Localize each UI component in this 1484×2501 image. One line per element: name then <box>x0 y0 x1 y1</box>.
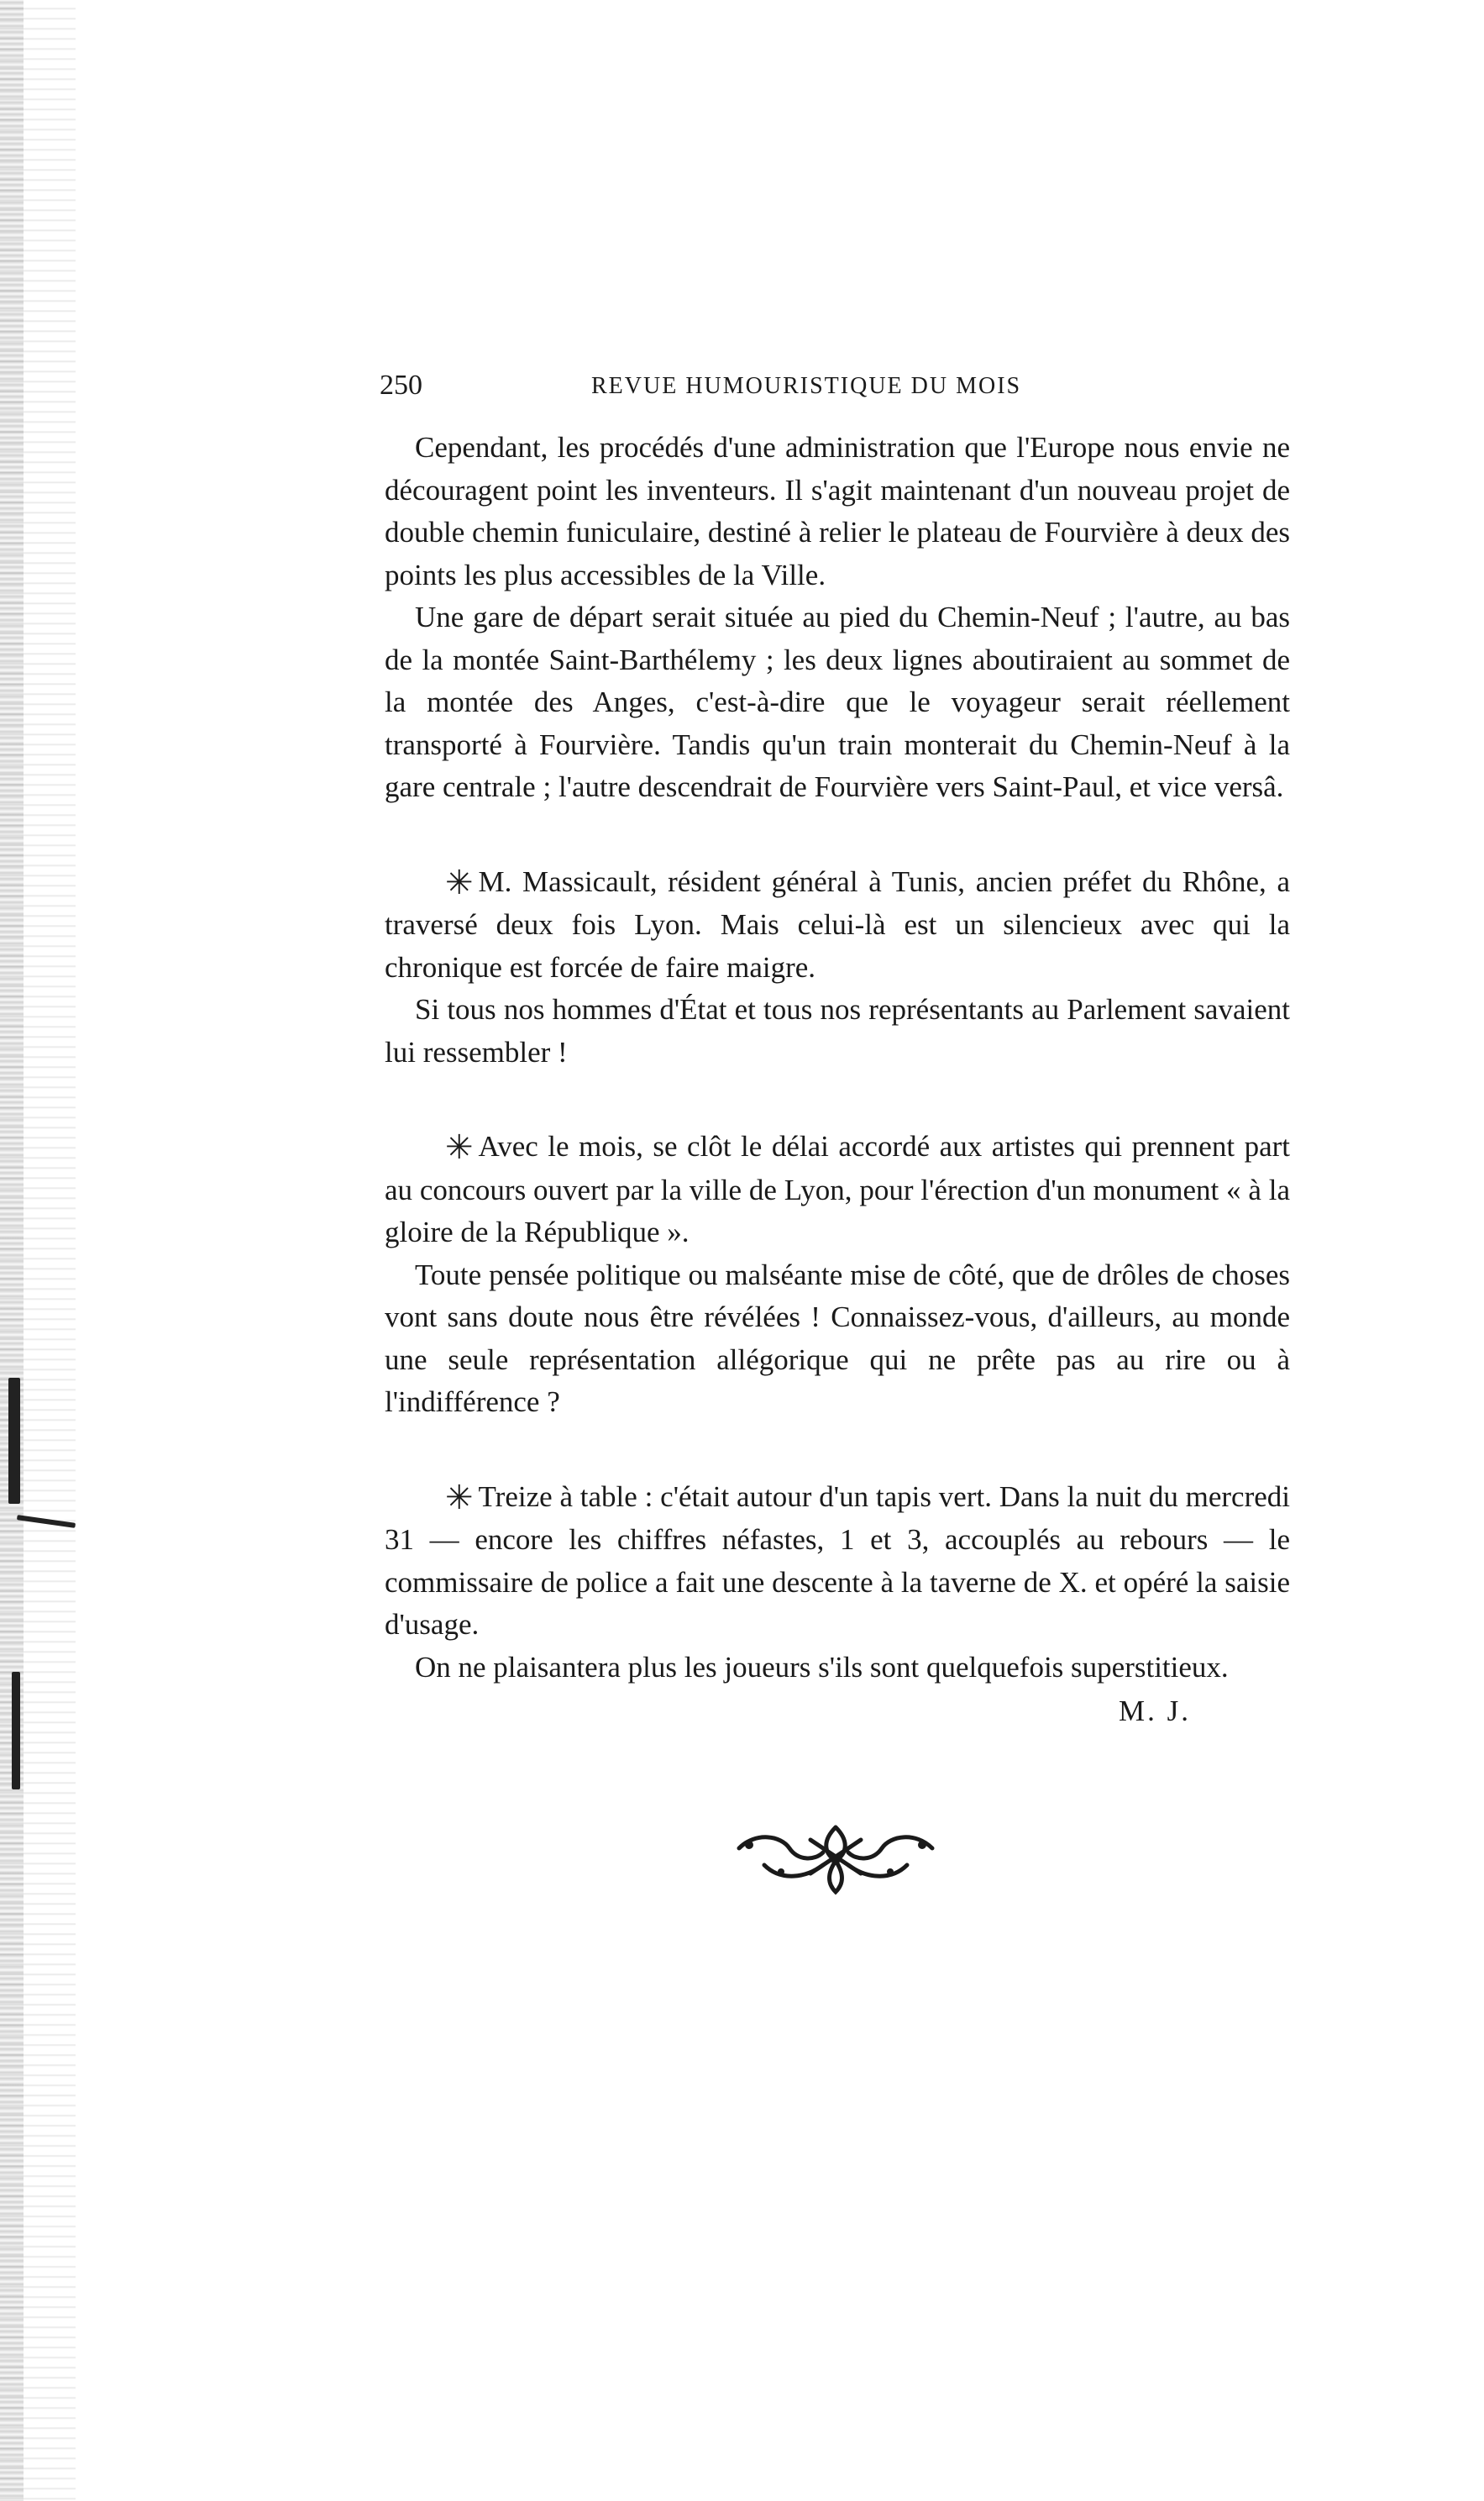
asterism-icon: ✳ <box>445 863 474 901</box>
page-number: 250 <box>380 370 422 401</box>
journal-title: REVUE HUMOURISTIQUE DU MOIS <box>591 373 1022 399</box>
scan-mark <box>12 1672 20 1789</box>
author-signature: M. J. <box>1119 1694 1191 1727</box>
scan-edge-shadow <box>0 0 24 2501</box>
paragraph: Si tous nos hommes d'État et tous nos représentants au Parlement savaient lui ressembler ! <box>385 993 1290 1069</box>
text-column <box>385 427 1290 1732</box>
asterism-icon: ✳ <box>445 1128 474 1166</box>
paragraph: Toute pensée politique ou malséante mise de côté, que de drôles de choses vont sans doute nous être révélées ! Connaissez-vous, d'ailleurs, au monde une seule représentation allégorique qui ne prête pas au rire ou à l'indifférence ? <box>385 1258 1290 1418</box>
paragraph <box>385 861 1290 990</box>
scan-mark <box>8 1378 20 1504</box>
paragraph <box>385 1126 1290 1254</box>
fleuron-ornament-icon <box>731 1815 941 1899</box>
paragraph-text: Avec le mois, se clôt le délai accordé aux artistes qui prennent part au concours ouvert par la ville de Lyon, pour l'érection d'un monument « à la gloire de la République ». <box>385 1130 1290 1248</box>
paragraph: On ne plaisantera plus les joueurs s'ils sont quelquefois superstitieux. <box>415 1650 1229 1684</box>
paragraph: Une gare de départ serait située au pied du Chemin-Neuf ; l'autre, au bas de la montée Saint-Barthélemy ; les deux lignes aboutiraient au sommet de la montée des Anges, c'est-à-dire que le voyageur serait réellement transporté à Fourvière. Tandis qu'un train monterait du Chemin-Neuf à la gare centrale ; l'autre descendrait de Fourvière vers Saint-Paul, et vice versâ. <box>385 601 1290 803</box>
paragraph: Cependant, les procédés d'une administration que l'Europe nous envie ne découragent point les inventeurs. Il s'agit maintenant d'un nouveau projet de double chemin funiculaire, destiné à relier le plateau de Fourvière à deux des points les plus accessibles de la Ville. <box>385 431 1290 591</box>
paragraph-text: Treize à table : c'était autour d'un tapis vert. Dans la nuit du mercredi 31 — encore les chiffres néfastes, 1 et 3, accouplés au rebours — le commissaire de police a fait une descente à la taverne de X. et opéré la saisie d'usage. <box>385 1479 1290 1641</box>
paragraph-text: M. Massicault, résident général à Tunis, ancien préfet du Rhône, a traversé deux fois Lyon. Mais celui-là est un silencieux avec qui la chronique est forcée de faire maigre. <box>385 864 1290 984</box>
asterism-icon: ✳ <box>445 1478 474 1516</box>
paragraph <box>385 1476 1290 1647</box>
